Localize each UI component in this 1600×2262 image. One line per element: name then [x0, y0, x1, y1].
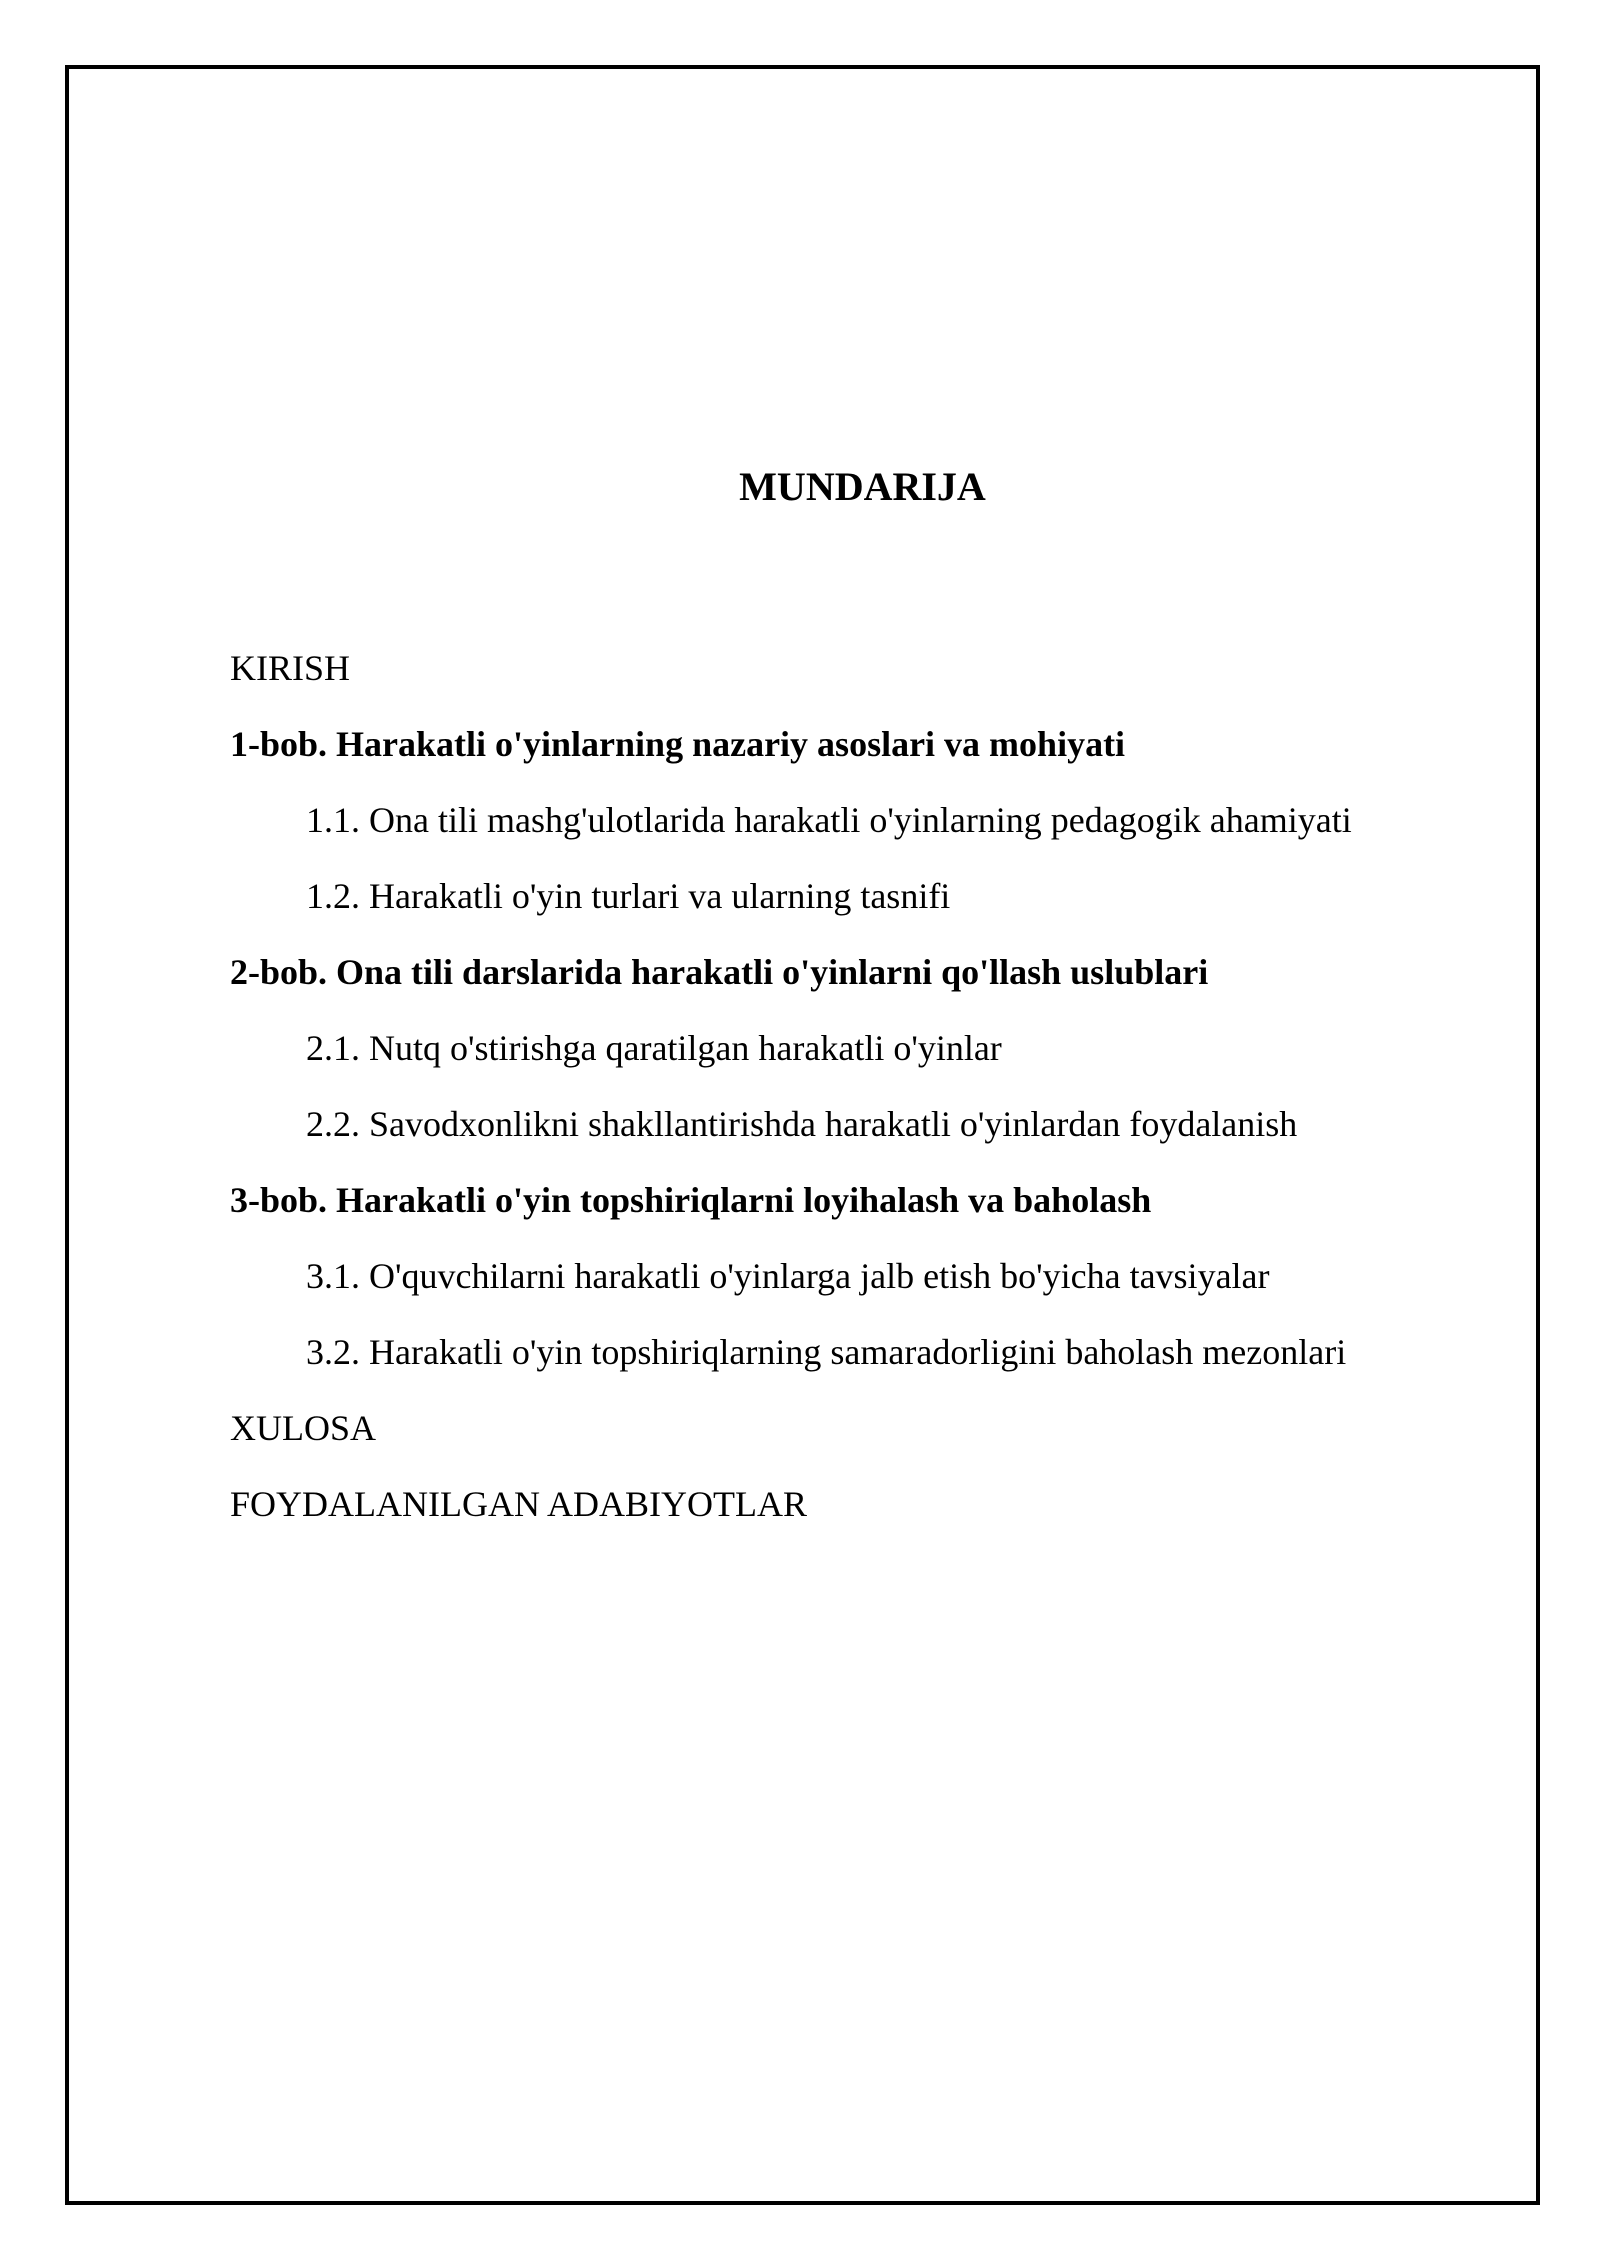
toc-entry-section-3-1: 3.1. O'quvchilarni harakatli o'yinlarga jalb etish bo'yicha tavsiyalar: [306, 1256, 1270, 1296]
toc-entry-section-3-2: 3.2. Harakatli o'yin topshiriqlarning samaradorligini baholash mezonlari: [306, 1332, 1347, 1372]
toc-entry-references: FOYDALANILGAN ADABIYOTLAR: [230, 1484, 807, 1524]
toc-entry-introduction: KIRISH: [230, 648, 351, 688]
toc-entry-section-2-1: 2.1. Nutq o'stirishga qaratilgan harakatli o'yinlar: [306, 1028, 1002, 1068]
page-title: MUNDARIJA: [739, 464, 986, 509]
toc-entry-section-1-1: 1.1. Ona tili mashg'ulotlarida harakatli o'yinlarning pedagogik ahamiyati: [306, 800, 1352, 840]
table-of-contents: [230, 640, 1352, 1552]
toc-entry-section-2-2: 2.2. Savodxonlikni shakllantirishda harakatli o'yinlardan foydalanish: [306, 1104, 1298, 1144]
toc-entry-chapter-3: 3-bob. Harakatli o'yin topshiriqlarni loyihalash va baholash: [230, 1180, 1152, 1220]
toc-entry-conclusion: XULOSA: [230, 1408, 377, 1448]
toc-entry-chapter-2: 2-bob. Ona tili darslarida harakatli o'yinlarni qo'llash uslublari: [230, 952, 1209, 992]
toc-entry-section-1-2: 1.2. Harakatli o'yin turlari va ularning tasnifi: [306, 876, 951, 916]
toc-entry-chapter-1: 1-bob. Harakatli o'yinlarning nazariy asoslari va mohiyati: [230, 724, 1126, 764]
